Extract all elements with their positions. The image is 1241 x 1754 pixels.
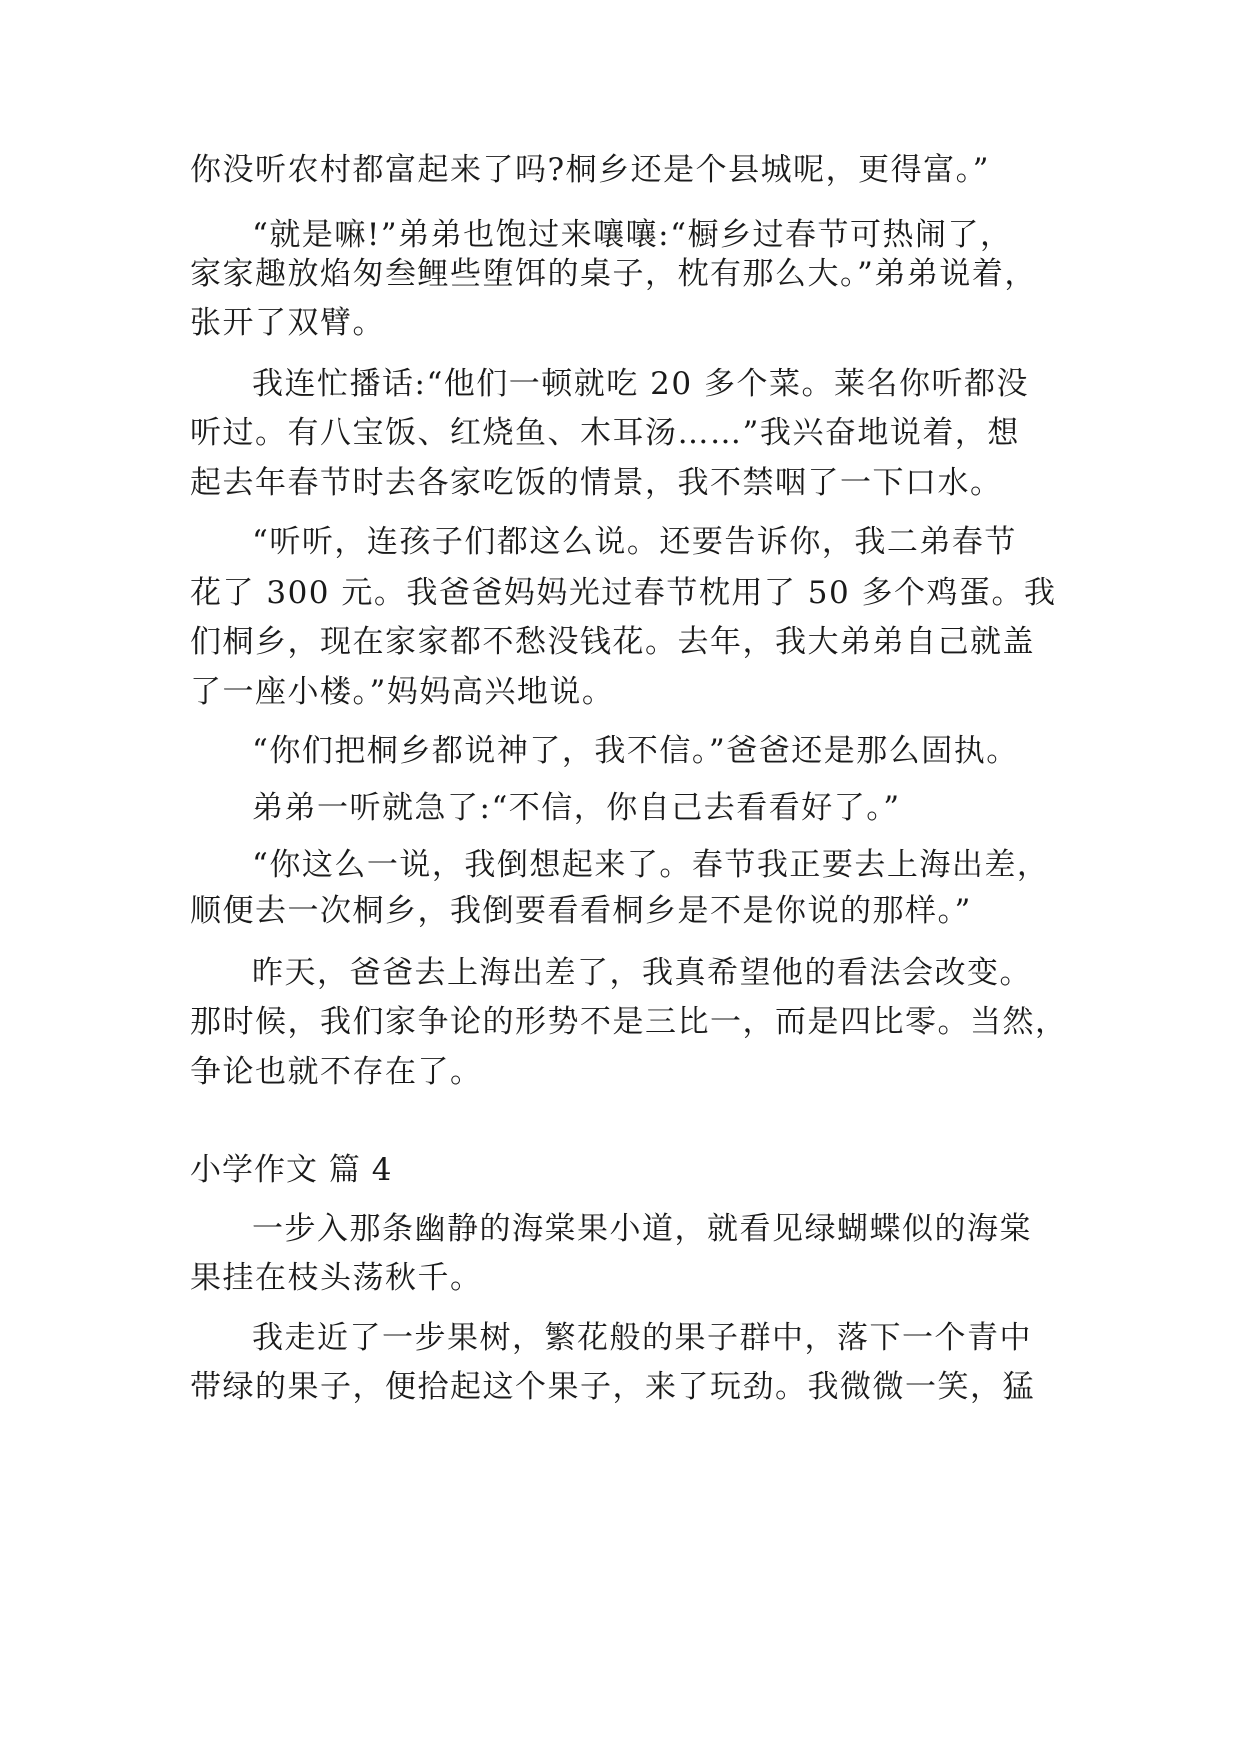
text-line: 弟弟一听就急了:“不信，你自己去看看好了。” <box>252 790 901 826</box>
text-line: “就是嘛!”弟弟也饱过来嚷嚷:“橱乡过春节可热闹了， <box>252 217 1013 253</box>
text-line: 带绿的果子，便拾起这个果子，来了玩劲。我微微一笑，猛 <box>190 1369 1035 1405</box>
text-line: 起去年春节时去各家吃饭的情景，我不禁咽了一下口水。 <box>190 465 1003 501</box>
text-line: 了一座小楼。”妈妈高兴地说。 <box>190 674 615 710</box>
text-line: 听过。有八宝饭、红烧鱼、木耳汤……”我兴奋地说着，想 <box>190 415 1020 451</box>
text-line: 我连忙播话:“他们一顿就吃 20 多个菜。莱名你听都没 <box>252 366 1029 402</box>
text-line: 那时候，我们家争论的形势不是三比一，而是四比零。当然， <box>190 1004 1068 1040</box>
text-line: 花了 300 元。我爸爸妈妈光过春节枕用了 50 多个鸡蛋。我 <box>190 575 1057 611</box>
text-line: “你们把桐乡都说神了，我不信。”爸爸还是那么固执。 <box>252 733 1019 769</box>
text-line: 一步入那条幽静的海棠果小道，就看见绿蝴蝶似的海棠 <box>252 1211 1032 1247</box>
text-line: 家家趣放焰匆叁鲤些堕饵的桌子，枕有那么大。”弟弟说着， <box>190 256 1037 292</box>
text-line: 果挂在枝头荡秋千。 <box>190 1260 483 1296</box>
text-line: 昨天，爸爸去上海出差了，我真希望他的看法会改变。 <box>252 955 1032 991</box>
text-line: “听听，连孩子们都这么说。还要告诉你，我二弟春节 <box>252 524 1017 560</box>
text-line: 我走近了一步果树，繁花般的果子群中，落下一个青中 <box>252 1320 1032 1356</box>
text-line: 你没听农村都富起来了吗?桐乡还是个县城呢，更得富。” <box>190 152 990 188</box>
text-line: 顺便去一次桐乡，我倒要看看桐乡是不是你说的那样。” <box>190 893 972 929</box>
text-line: “你这么一说，我倒想起来了。春节我正要去上海出差， <box>252 847 1050 883</box>
text-line: 们桐乡，现在家家都不愁没钱花。去年，我大弟弟自己就盖 <box>190 624 1035 660</box>
text-line: 张开了双臂。 <box>190 305 385 341</box>
text-line: 争论也就不存在了。 <box>190 1054 483 1090</box>
section-heading: 小学作文 篇 4 <box>190 1152 393 1188</box>
